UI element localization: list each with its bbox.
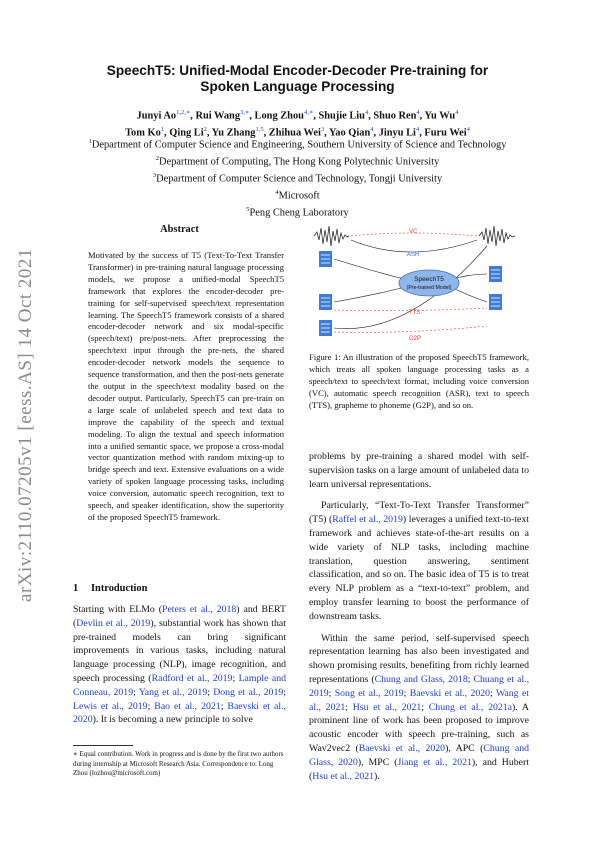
author-name: Yu Wu <box>424 110 456 122</box>
author-affiliation-marker: 3 <box>320 126 325 134</box>
affiliation-marker: 4 <box>275 188 279 196</box>
affiliation-text: Department of Computer Science and Technology, Tongji University <box>156 173 443 185</box>
authors-line-2: Tom Ko$^1$, Qing Li$^2$, Yu Zhang$^{1,5}$, Zhihua Wei$^3$, Yao Qian$^4$, Jinyu Li$^4$, Furu Wei$^4$ <box>125 126 470 139</box>
author-affiliation-marker: 3,∗ <box>240 109 250 116</box>
author-affiliation-marker: 1 <box>160 126 165 134</box>
author-affiliation-marker: 1,2,∗ <box>176 109 191 116</box>
affiliation <box>40 152 555 169</box>
model-sublabel: (Pre-trained Model) <box>406 285 452 291</box>
citation-link[interactable]: Wang et al., 2021 <box>309 687 530 713</box>
task-label-tts: TTS <box>409 310 421 316</box>
section-number: 1 <box>73 583 79 594</box>
section-title: Introduction <box>91 583 148 594</box>
affiliation-marker: 5 <box>246 205 250 213</box>
speecht5-model-node <box>399 270 459 296</box>
citation-link[interactable]: Peters et al., 2018 <box>162 604 237 615</box>
footnote: ∗ Equal contribution. Work in progress and is done by the first two authors during internship at Microsoft Research Asia. Correspondence to: Long Zhou (lozhou@microsoft.com) <box>73 750 284 778</box>
title-line-1: SpeechT5: Unified-Modal Encoder-Decoder Pre-training for <box>106 63 489 78</box>
affiliation-marker: 1 <box>88 138 92 145</box>
citation-link[interactable]: Chung and Glass, 2018 <box>374 673 468 685</box>
citation-link[interactable]: Chuang et al., 2019 <box>309 673 530 699</box>
abstract-body: Motivated by the success of T5 (Text-To-Text Transfer Transformer) in pre-training natural language processing models, we propose a unified-modal SpeechT5 framework that explores the encoder-decoder pre-training for self-supervised speech/text representation learning. The SpeechT5 framework consists of a shared encoder-decoder network and six modal-specific (speech/text) pre/post-nets. After preprocessing the speech/text input through the pre-nets, the shared encoder-decoder network models the sequence to sequence transformation, and then the post-nets generate the output in the speech/text modality based on the decoder output. Particularly, SpeechT5 can pre-train on a large scale of unlabeled speech and text data to improve the capability of the speech and textual modeling. To align the textual and speech information into a unified semantic space, we propose a cross-modal vector quantization method with random mixing-up to bridge speech and text. Extensive evaluations on a wide variety of spoken language processing tasks, including voice conversion, automatic speech recognition, text to speech, and speaker identification, show the superiority of the proposed SpeechT5 framework. <box>88 250 284 522</box>
citation-link[interactable]: Baevski et al., 2020 <box>73 700 286 726</box>
speech-waveform-output-icon <box>479 226 515 246</box>
affiliation-marker: 2 <box>155 154 159 162</box>
author-name: Long Zhou <box>254 110 304 122</box>
section-heading-introduction <box>73 583 147 594</box>
authors-line-1: Junyi $Ao^{1,2,∗}$, Rui Wang$^{3,∗}$, Long Zhou$^{4,∗}$, Shujie Liu$^4$, Shuo Ren$^4$, Yu Wu$^4$ <box>136 109 459 122</box>
arxiv-identifier: arXiv:2110.07205v1 [eess.AS] 14 Oct 2021 <box>15 248 36 602</box>
task-label-g2p: G2P <box>409 336 422 342</box>
citation-link[interactable]: Chung et al., 2021a <box>428 701 513 713</box>
citation-link[interactable]: Chung and Glass, 2020 <box>309 742 530 768</box>
author-name: Junyi Ao <box>136 110 177 122</box>
model-label: SpeechT5 <box>414 276 444 283</box>
right-column-text <box>309 450 529 783</box>
author-name: Shuo Ren <box>373 110 417 122</box>
affiliation-list <box>40 135 555 219</box>
citation-link[interactable]: Bao et al., 2021 <box>154 700 221 712</box>
author-name: Tom Ko <box>125 127 161 139</box>
title-line-2: Spoken Language Processing <box>200 79 395 94</box>
author-affiliation-marker: 4,∗ <box>303 109 314 116</box>
affiliation-text: Department of Computer Science and Engineering, Southern University of Science and Technology <box>91 139 507 151</box>
affiliation-text: Peng Cheng Laboratory <box>249 206 349 218</box>
right-paragraph-3: Within the same period, self-supervised speech representation learning has also been investigated and shown promising results, benefiting from richly learned representations (Chung and Glass, 2018; Chuang et al., 2019; Song et al., 2019; Baevski et al., 2020; Wang et al., 2021; Hsu et al., 2021; Chung et al., 2021a). A prominent line of work has been proposed to improve acoustic encoder with speech pre-training, such as Wav2vec2 (Baevski et al., 2020), APC (Chung and Glass, 2020), MPC (Jiang et al., 2021), and Hubert (Hsu et al., 2021). <box>309 632 530 782</box>
citation-link[interactable]: Baevski et al., 2020 <box>409 687 491 699</box>
citation-link[interactable]: Radford et al., 2019 <box>151 672 233 684</box>
author-affiliation-marker: 2 <box>203 126 207 134</box>
author-name: Rui Wang <box>195 110 241 122</box>
citation-link[interactable]: Hsu et al., 2021 <box>352 701 422 713</box>
citation-link[interactable]: Yang et al., 2019 <box>138 686 208 698</box>
author-name: Yu Zhang <box>211 127 256 139</box>
citation-link[interactable]: Lewis et al., 2019 <box>73 700 148 712</box>
citation-link[interactable]: Baevski et al., 2020 <box>358 742 446 754</box>
task-label-vc: VC <box>409 229 418 235</box>
abstract-heading: Abstract <box>160 224 199 235</box>
author-name: Zhihua Wei <box>268 127 321 139</box>
author-affiliation-marker: 4 <box>370 126 374 134</box>
affiliation <box>40 135 555 152</box>
author-affiliation-marker: 4 <box>416 109 420 116</box>
author-affiliation-marker: 4 <box>455 109 459 116</box>
footnote-rule <box>73 745 133 746</box>
citation-link[interactable]: Devlin et al., 2019 <box>76 617 151 629</box>
author-affiliation-marker: 4 <box>466 126 470 134</box>
affiliation <box>40 169 555 186</box>
citation-link[interactable]: Dong et al., 2019 <box>213 686 284 698</box>
figure-1-diagram <box>309 216 529 346</box>
affiliation <box>40 186 555 203</box>
introduction-paragraph: Starting with ELMo (Peters et al., 2018) and BERT (Devlin et al., 2019), substantial work has shown that pre-trained models can bring significant improvements in various tasks, including natural language processing (NLP), image recognition, and speech processing (Radford et al., 2019; Lample and Conneau, 2019; Yang et al., 2019; Dong et al., 2019; Lewis et al., 2019; Bao et al., 2021; Baevski et al., 2020). It is becoming a new principle to solve <box>73 604 287 726</box>
affiliation-text: Department of Computing, The Hong Kong Polytechnic University <box>158 156 440 168</box>
author-affiliation-marker: 1,5 <box>255 126 264 134</box>
citation-link[interactable]: Lample and Conneau, 2019 <box>73 672 287 698</box>
task-label-asr: ASR <box>407 252 420 258</box>
author-affiliation-marker: 4 <box>415 126 420 134</box>
speech-waveform-icon <box>314 226 349 246</box>
right-paragraph-1: problems by pre-training a shared model with self-supervision tasks on a large amount of unlabeled data to learn universal representations. <box>309 451 529 490</box>
author-name: Yao Qian <box>328 127 371 139</box>
author-name: Qing Li <box>169 127 204 139</box>
citation-link[interactable]: Hsu et al., 2021 <box>312 770 375 782</box>
affiliation-marker: 3 <box>152 171 157 179</box>
affiliation-text: Microsoft <box>278 190 320 202</box>
author-name: Furu Wei <box>424 127 467 139</box>
paper-title <box>60 63 535 95</box>
author-name: Jinyu Li <box>378 127 416 139</box>
citation-link[interactable]: Raffel et al., 2019 <box>332 514 403 526</box>
citation-link[interactable]: Song et al., 2019 <box>334 687 404 699</box>
figure-1-caption: Figure 1: An illustration of the proposed SpeechT5 framework, which treats all spoken language processing tasks as a speech/text to speech/text format, including voice conversion (VC), automatic speech recognition (ASR), text to speech (TTS), grapheme to phoneme (G2P), and so on. <box>309 352 529 410</box>
right-paragraph-2: Particularly, “Text-To-Text Transfer Transformer” (T5) (Raffel et al., 2019) leverages a unified text-to-text framework and achieves state-of-the-art results on a wide variety of NLP tasks, including machine translation, question answering, sentiment classification, and so on. The basic idea of T5 is to treat every NLP problem as a “text-to-text” problem, and employ transfer learning to boost the performance of downstream tasks. <box>309 500 530 622</box>
author-name: Shujie Liu <box>318 110 365 122</box>
citation-link[interactable]: Jiang et al., 2021 <box>397 756 472 768</box>
author-affiliation-marker: 4 <box>364 109 369 116</box>
